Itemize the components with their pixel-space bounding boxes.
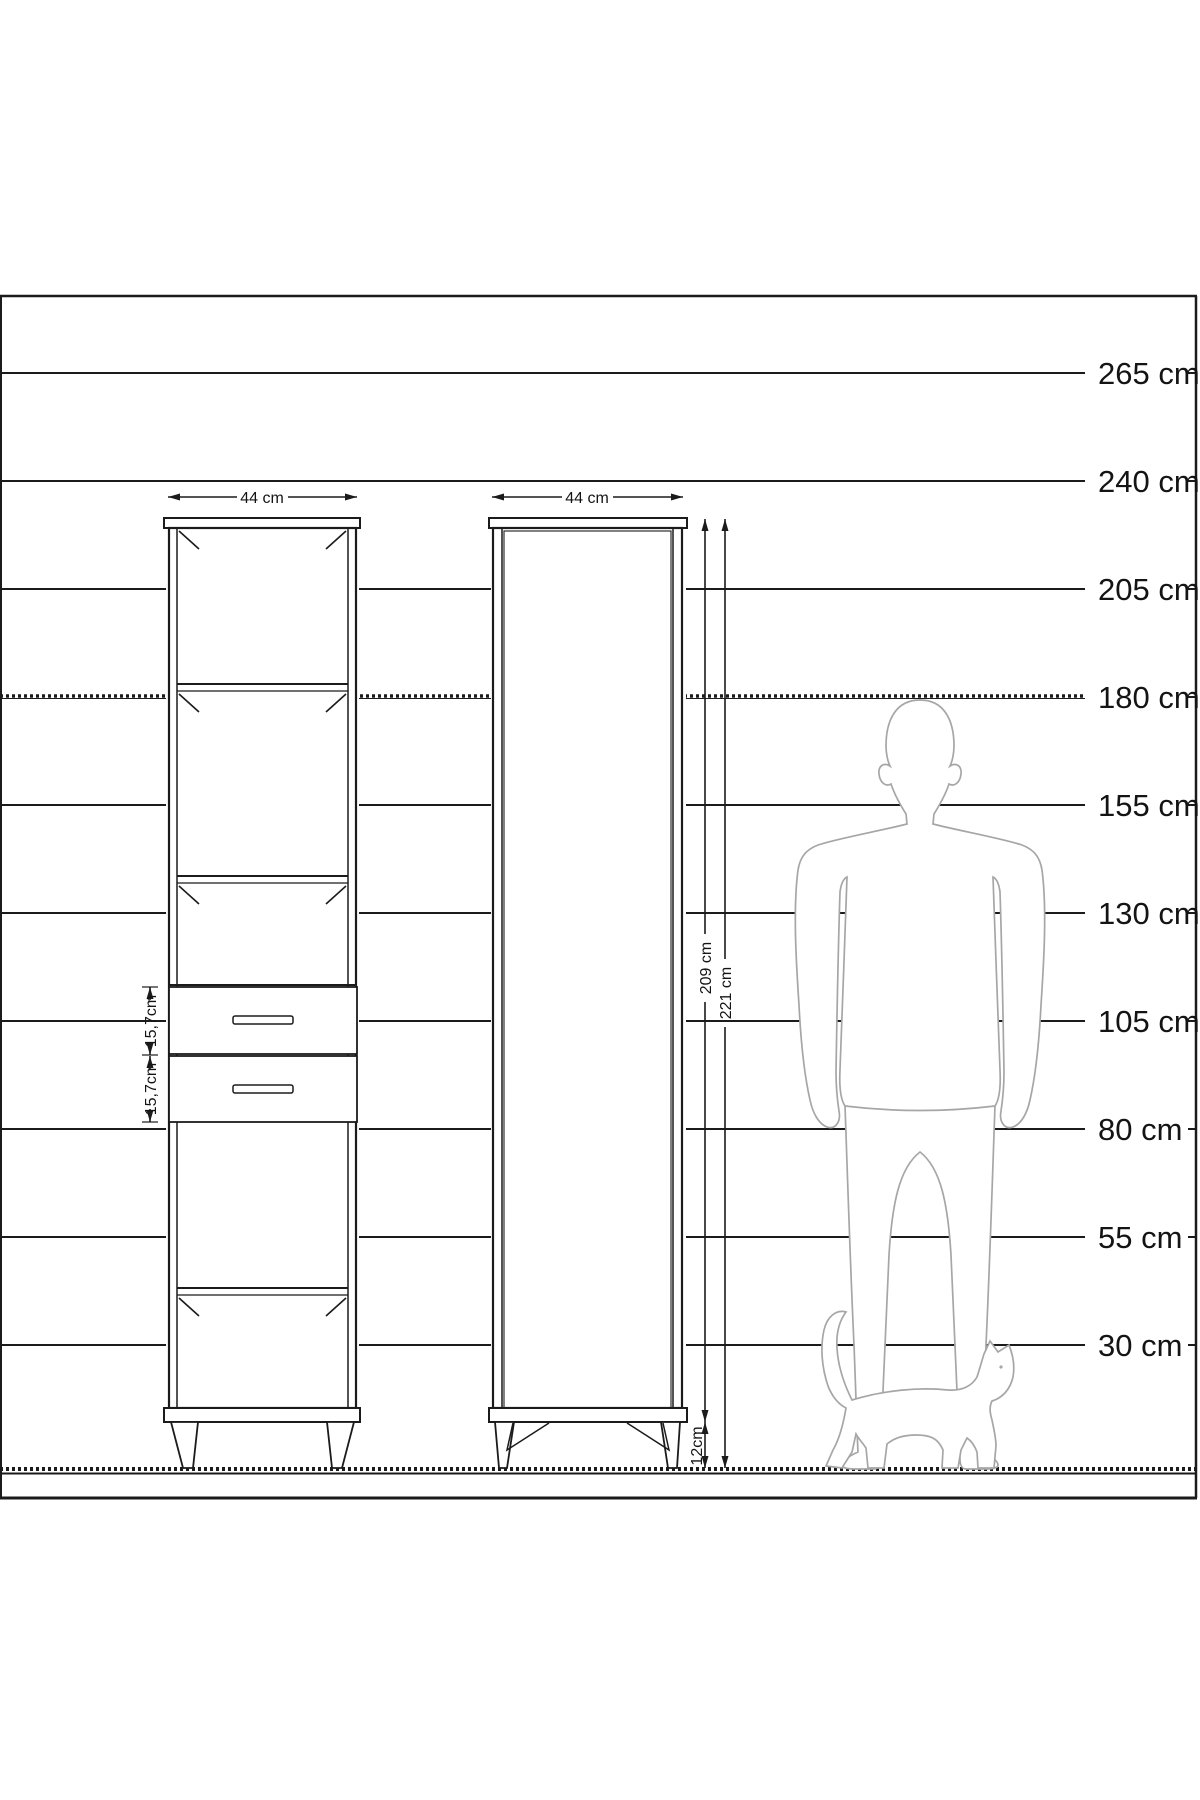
scale-label-180: 180 cm xyxy=(1098,680,1200,715)
drawer-height-label-bottom: 15,7cm xyxy=(143,1062,160,1116)
carcass-height-label: 209 cm xyxy=(698,941,715,995)
scale-label-240: 240 cm xyxy=(1098,464,1200,499)
scale-label-205: 205 cm xyxy=(1098,572,1200,607)
drawer-bottom-handle xyxy=(233,1085,293,1093)
drawer-top-handle xyxy=(233,1016,293,1024)
scale-label-265: 265 cm xyxy=(1098,356,1200,391)
scale-label-130: 130 cm xyxy=(1098,896,1200,931)
left-cabinet-width-label: 44 cm xyxy=(240,490,284,507)
scale-label-55: 55 cm xyxy=(1098,1220,1183,1255)
total-height-label: 221 cm xyxy=(718,966,735,1020)
scale-label-80: 80 cm xyxy=(1098,1112,1183,1147)
left-cabinet xyxy=(164,517,360,1468)
right-cabinet xyxy=(489,517,687,1468)
leg-height-label: 12cm xyxy=(689,1426,706,1466)
cat-eye xyxy=(999,1365,1002,1368)
scale-label-30: 30 cm xyxy=(1098,1328,1183,1363)
scale-label-105: 105 cm xyxy=(1098,1004,1200,1039)
scale-label-155: 155 cm xyxy=(1098,788,1200,823)
right-cabinet-width-label: 44 cm xyxy=(565,490,609,507)
drawer-height-label-top: 15,7cm xyxy=(143,994,160,1048)
